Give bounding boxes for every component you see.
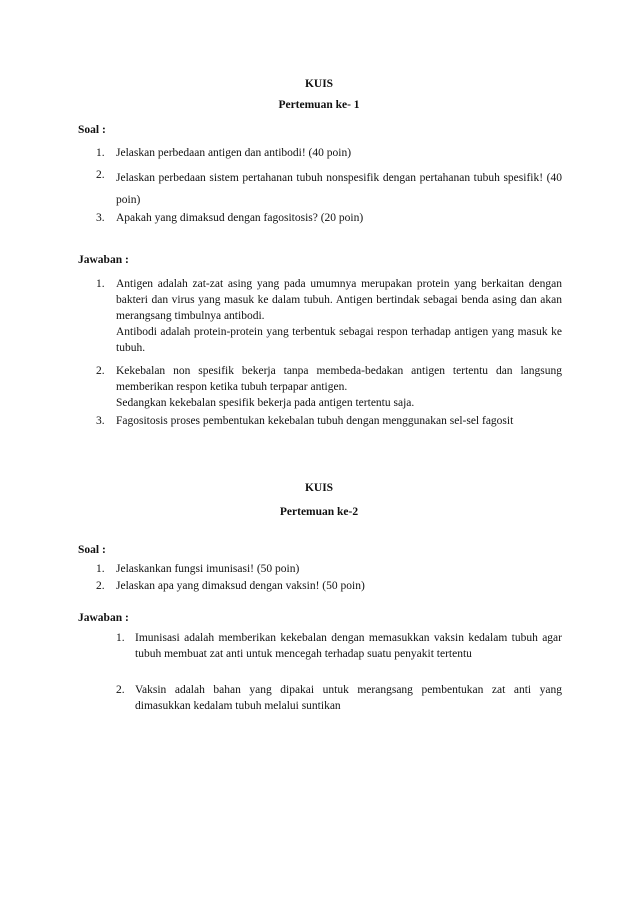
quiz2-soal-2-number: 2. <box>96 580 105 592</box>
quiz2-jawaban-2-number: 2. <box>116 684 125 696</box>
quiz1-jawaban-3-paragraph-1: Fagositosis proses pembentukan kekebalan tubuh dengan menggunakan sel-sel fagosit <box>116 415 514 427</box>
quiz1-jawaban-3 <box>116 413 566 429</box>
quiz1-jawaban-1-number: 1. <box>96 278 105 290</box>
quiz1-jawaban-2-number: 2. <box>96 365 105 377</box>
quiz1-jawaban-2-paragraph-2: Sedangkan kekebalan spesifik bekerja pada antigen tertentu saja. <box>116 397 415 409</box>
quiz1-jawaban-label: Jawaban : <box>78 254 129 266</box>
quiz1-soal-1-text: Jelaskan perbedaan antigen dan antibodi! (40 poin) <box>116 147 352 159</box>
quiz1-jawaban-1-paragraph-2: Antibodi adalah protein-protein yang terbentuk sebagai respon terhadap antigen yang masuk ke tubuh. <box>116 326 562 354</box>
quiz1-jawaban-1 <box>116 276 562 356</box>
quiz1-title: KUIS <box>304 78 334 90</box>
quiz1-subtitle: Pertemuan ke- 1 <box>278 99 360 111</box>
quiz1-jawaban-3-number: 3. <box>96 415 105 427</box>
quiz2-soal-2-text: Jelaskan apa yang dimaksud dengan vaksin! (50 poin) <box>116 580 365 592</box>
quiz1-soal-3-number: 3. <box>96 212 105 224</box>
quiz2-jawaban-2-text: Vaksin adalah bahan yang dipakai untuk merangsang pembentukan zat anti yang dimasukkan kedalam tubuh melalui suntikan <box>135 684 562 712</box>
quiz1-jawaban-2 <box>116 363 562 411</box>
quiz1-soal-1-number: 1. <box>96 147 105 159</box>
quiz2-subtitle: Pertemuan ke-2 <box>279 506 359 518</box>
quiz2-jawaban-label: Jawaban : <box>78 612 129 624</box>
quiz1-soal-2-text: Jelaskan perbedaan sistem pertahanan tubuh nonspesifik dengan pertahanan tubuh spesifik! (40 poin) <box>116 172 562 206</box>
quiz1-soal-label: Soal : <box>78 124 106 136</box>
quiz1-jawaban-1-paragraph-1: Antigen adalah zat-zat asing yang pada umumnya merupakan protein yang berkaitan dengan bakteri dan virus yang masuk ke dalam tubuh. Antigen bertindak sebagai benda asing dan akan merangsang timbulnya antibodi. <box>116 278 562 322</box>
quiz2-soal-1-number: 1. <box>96 563 105 575</box>
quiz1-jawaban-2-paragraph-1: Kekebalan non spesifik bekerja tanpa membeda-bedakan antigen tertentu dan langsung memberikan respon ketika tubuh terpapar antigen. <box>116 365 562 393</box>
quiz2-soal-label: Soal : <box>78 544 106 556</box>
quiz2-jawaban-1-text: Imunisasi adalah memberikan kekebalan dengan memasukkan vaksin kedalam tubuh agar tubuh membuat zat anti untuk mencegah terhadap suatu penyakit tertentu <box>135 632 562 660</box>
quiz1-soal-3-text: Apakah yang dimaksud dengan fagositosis? (20 poin) <box>116 212 364 224</box>
quiz2-soal-1-text: Jelaskankan fungsi imunisasi! (50 poin) <box>116 563 300 575</box>
quiz2-jawaban-1-number: 1. <box>116 632 125 644</box>
quiz2-title: KUIS <box>304 482 334 494</box>
quiz1-soal-2-number: 2. <box>96 169 105 181</box>
